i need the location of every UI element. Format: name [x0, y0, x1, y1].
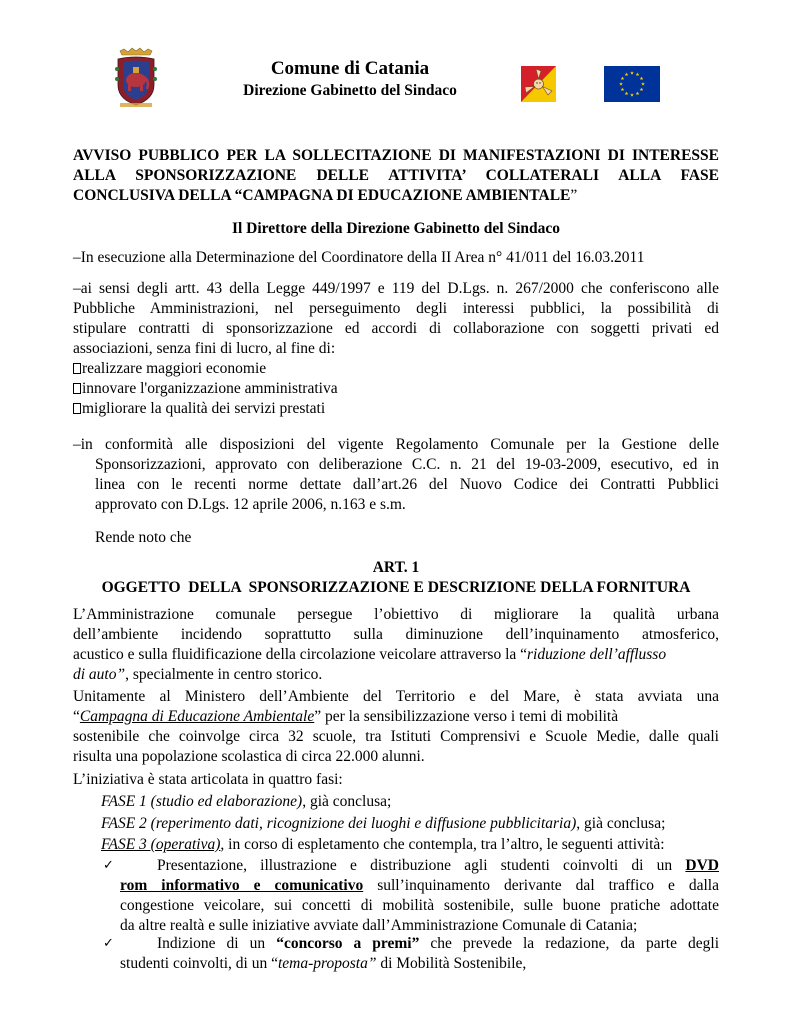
list-item: migliorare la qualità dei servizi prestati [73, 399, 719, 419]
bullet-box-icon [73, 403, 81, 414]
activity-1: Presentazione, illustrazione e distribuzione agli studenti coinvolti di un DVD rom informativo e comunicativo sull’inquinamento derivante dal traffico e dalla congestione veicolare, sui concetti di mobilità sostenibile, sulle buone pratiche adottate da altre realtà e sulle iniziative avviate dall’Amministrazione Comunale di Catania; [120, 857, 719, 934]
bullet-box-icon [73, 383, 81, 394]
eu-flag-icon [604, 66, 660, 102]
notice-title-line-1: AVVISO PUBBLICO PER LA SOLLECITAZIONE DI MANIFESTAZIONI DI INTERESSE [73, 147, 719, 164]
director-heading: Il Direttore della Direzione Gabinetto del Sindaco [231, 220, 561, 237]
article-number: ART. 1 [372, 559, 420, 576]
phase-2: FASE 2 (reperimento dati, ricognizione dei luoghi e diffusione pubblicitaria), già conclusa; [101, 815, 666, 832]
phase-3: FASE 3 (operativa), in corso di espletamento che contempla, tra l’altro, le seguenti attività: [101, 836, 665, 853]
article-paragraph-2: Unitamente al Ministero dell’Ambiente del Territorio e del Mare, è stata avviata una “Campagna di Educazione Ambientale” per la sensibilizzazione verso i temi di mobilità sostenibile che coinvolge circa 32 scuole, tra Istituti Comprensivi e Scuole Medie, dalle quali risulta una popolazione scolastica di circa 22.000 alunni. [73, 688, 719, 765]
list-item: innovare l'organizzazione amministrativa [73, 379, 719, 399]
notice-title-line-3: CONCLUSIVA DELLA “CAMPAGNA DI EDUCAZIONE AMBIENTALE” [73, 187, 578, 204]
notice-title-line-2: ALLA SPONSORIZZAZIONE DELLE ATTIVITA’ COLLATERALI ALLA FASE [73, 167, 719, 184]
checkmark-icon: ✓ [103, 858, 114, 873]
rende-noto: Rende noto che [95, 529, 192, 546]
bullet-box-icon [73, 363, 81, 374]
article-paragraph-1: L’Amministrazione comunale persegue l’obiettivo di migliorare la qualità urbana dell’ambiente incidendo soprattutto sulla diminuzione dell’inquinamento atmosferico, acustico e sulla fluidificazione della circolazione veicolare attraverso la “riduzione dell’afflusso di auto”, specialmente in centro storico. [73, 606, 719, 683]
activity-2: Indizione di un “concorso a premi” che prevede la redazione, da parte degli studenti coinvolti, di un “tema-proposta” di Mobilità Sostenibile, [120, 935, 720, 972]
campaign-name: Campagna di Educazione Ambientale [79, 708, 315, 725]
premise-3: –in conformità alle disposizioni del vigente Regolamento Comunale per la Gestione delle Sponsorizzazioni, approvato con deliberazione C.C. n. 21 del 19-03-2009, esecutivo, ed in linea con le recenti norme dettate dall’art.26 del Nuovo Codice dei Contratti Pubblici approvato con D.Lgs. 12 aprile 2006, n.163 e s.m. [73, 436, 719, 513]
premise-1: –In esecuzione alla Determinazione del Coordinatore della II Area n° 41/011 del 16.03.2011 [73, 249, 645, 266]
sicily-trinacria-icon [521, 66, 556, 102]
phase-1: FASE 1 (studio ed elaborazione), già conclusa; [101, 793, 392, 810]
article-heading: OGGETTO DELLA SPONSORIZZAZIONE E DESCRIZIONE DELLA FORNITURA [101, 579, 691, 596]
catania-coat-of-arms-icon [114, 47, 158, 109]
premise-2: –ai sensi degli artt. 43 della Legge 449/1997 e 119 del D.Lgs. n. 267/2000 che conferiscono alle Pubbliche Amministrazioni, nel perseguimento degli interessi pubblici, la possibilità di stipulare contratti di sponsorizzazione ed accordi di collaborazione con soggetti privati ed associazioni, senza fini di lucro, al fine di: realizzare maggiori economie innovare l'organizzazione amministrativa migliorare la qualità dei servizi prestati [73, 280, 719, 417]
phases-intro: L’iniziativa è stata articolata in quattro fasi: [73, 771, 343, 788]
header-title: Comune di Catania [270, 58, 430, 79]
list-item: realizzare maggiori economie [73, 359, 719, 379]
checkmark-icon: ✓ [103, 936, 114, 951]
header-subtitle: Direzione Gabinetto del Sindaco [243, 82, 457, 99]
